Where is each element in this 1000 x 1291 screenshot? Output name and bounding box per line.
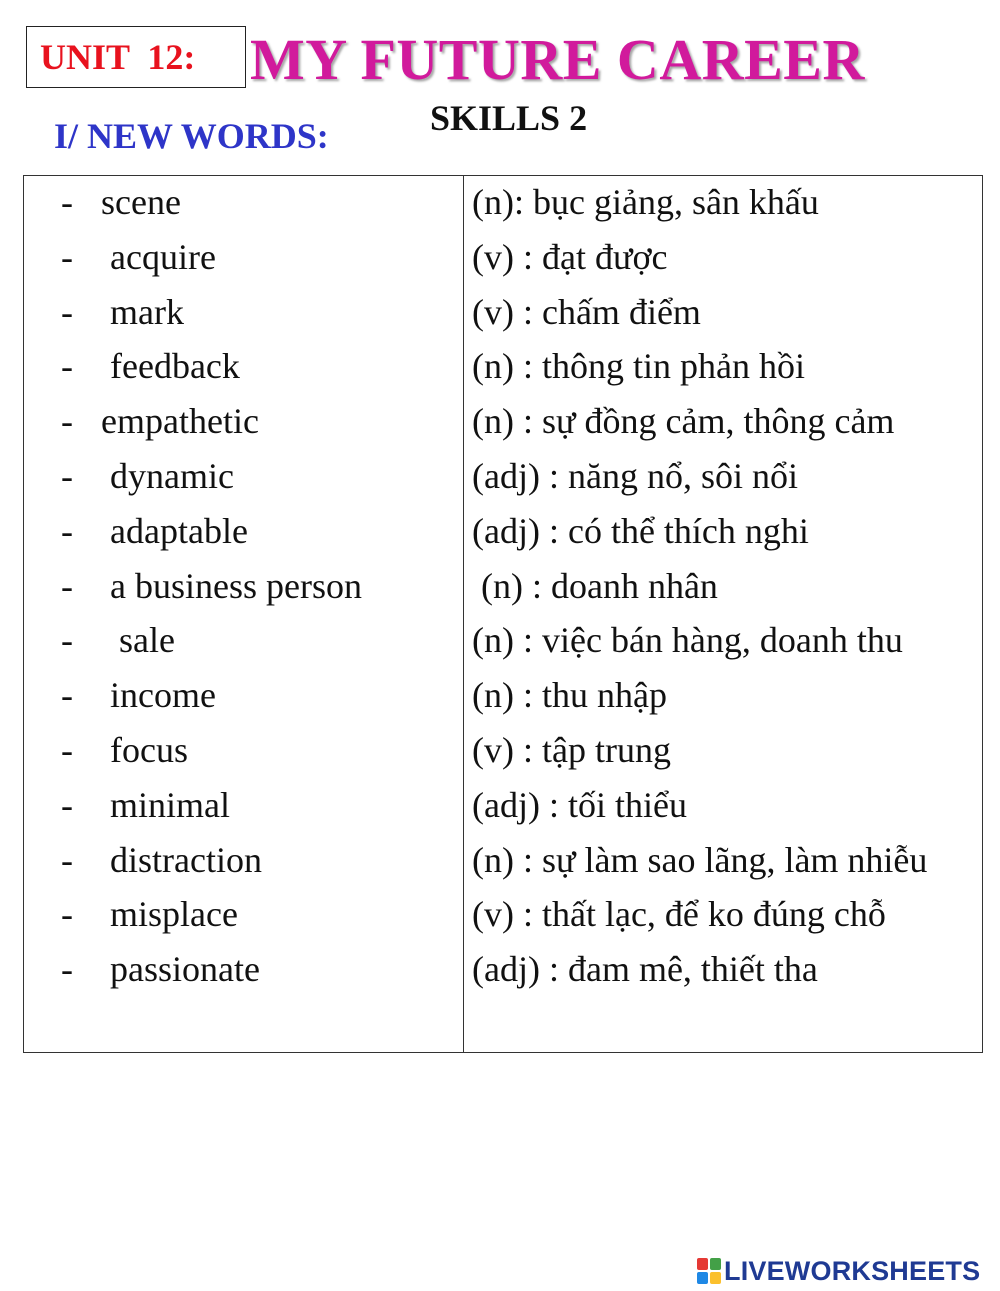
vocabulary-row [24,454,982,509]
english-word: sale [101,620,175,661]
bullet-dash: - [61,620,73,661]
unit-box [26,26,246,88]
vietnamese-meaning: (adj) : năng nổ, sôi nổi [472,456,798,496]
liveworksheets-icon [697,1258,721,1284]
english-word: dynamic [101,456,234,496]
vietnamese-meaning: (v) : thất lạc, để ko đúng chỗ [472,894,886,935]
bullet-dash: - [61,730,73,770]
vietnamese-meaning: (v) : tập trung [472,730,671,770]
english-word: empathetic [101,401,259,442]
unit-label: UNIT 12: [40,37,196,77]
vietnamese-meaning: (adj) : có thể thích nghi [472,510,809,551]
english-word: a business person [101,565,362,606]
vocabulary-table [23,175,983,1053]
vocabulary-row [24,892,982,947]
vocabulary-row [24,344,982,399]
bullet-dash: - [61,236,73,277]
english-word: income [101,675,216,716]
section-heading: I/ NEW WORDS: [54,116,329,156]
english-word: minimal [101,784,230,825]
liveworksheets-logo [697,1256,980,1286]
lesson-subtitle: SKILLS 2 [430,98,588,138]
bullet-dash: - [61,784,73,825]
vocabulary-row [24,509,982,564]
vietnamese-meaning: (v) : đạt được [472,236,668,277]
english-word: acquire [101,236,216,277]
bullet-dash: - [61,565,73,606]
bullet-dash: - [61,894,73,935]
vietnamese-meaning: (n) : sự làm sao lãng, làm nhiễu [472,839,928,880]
bullet-dash: - [61,839,73,880]
vocabulary-row [24,838,982,893]
bullet-dash: - [61,949,73,990]
english-word: focus [101,730,188,770]
vietnamese-meaning: (n) : việc bán hàng, doanh thu [472,620,903,661]
brand-name: LIVEWORKSHEETS [724,1255,981,1286]
english-word: misplace [101,894,238,935]
vocabulary-row [24,783,982,838]
vocabulary-row [24,180,982,235]
vietnamese-meaning: (adj) : đam mê, thiết tha [472,949,818,990]
vocabulary-row [24,564,982,619]
english-word: feedback [101,346,240,387]
vocabulary-row [24,947,982,1002]
bullet-dash: - [61,456,73,496]
bullet-dash: - [61,675,73,716]
vocabulary-row [24,399,982,454]
bullet-dash: - [61,401,73,442]
english-word: distraction [101,839,262,880]
page-title: MY FUTURE CAREER [250,27,865,92]
english-word: mark [101,291,184,332]
bullet-dash: - [61,510,73,551]
vocabulary-row [24,290,982,345]
vocabulary-row [24,235,982,290]
vietnamese-meaning: (n) : doanh nhân [472,565,718,606]
english-word: adaptable [101,510,248,551]
vietnamese-meaning: (adj) : tối thiểu [472,784,687,825]
bullet-dash: - [61,346,73,387]
vocabulary-row [24,618,982,673]
vietnamese-meaning: (n) : sự đồng cảm, thông cảm [472,401,895,442]
bullet-dash: - [61,291,73,332]
bullet-dash: - [61,182,73,222]
vocabulary-row [24,728,982,783]
vietnamese-meaning: (n): bục giảng, sân khấu [472,182,819,222]
english-word: scene [101,182,181,222]
vocabulary-row [24,673,982,728]
english-word: passionate [101,949,260,990]
vietnamese-meaning: (n) : thu nhập [472,675,667,716]
vietnamese-meaning: (v) : chấm điểm [472,291,701,332]
vietnamese-meaning: (n) : thông tin phản hồi [472,346,805,387]
